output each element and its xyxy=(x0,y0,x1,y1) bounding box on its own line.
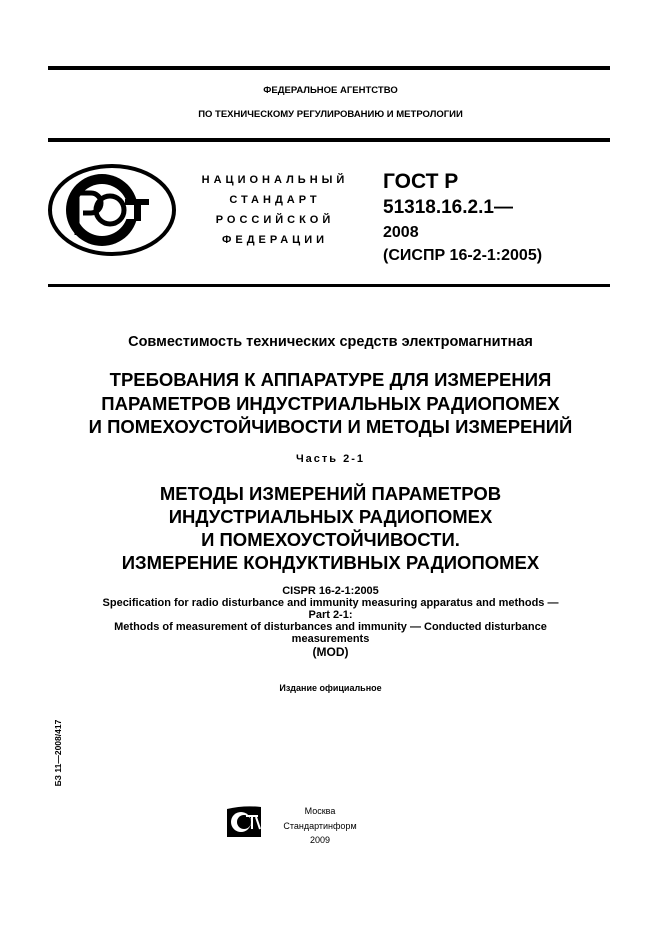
cispr-line: Part 2-1: xyxy=(308,609,353,621)
gost-year: 2008 xyxy=(383,224,419,241)
cispr-line: Methods of measurement of disturbances and immunity — Conducted disturbance xyxy=(114,621,547,633)
cispr-line: (MOD) xyxy=(312,645,349,659)
gost-label: ГОСТ Р xyxy=(383,170,459,193)
cispr-reference: (СИСПР 16-2-1:2005) xyxy=(383,247,543,264)
gost-number: 51318.16.2.1— xyxy=(383,197,513,218)
gost-logo-icon xyxy=(47,163,177,257)
subtitle-line: ИНДУСТРИАЛЬНЫХ РАДИОПОМЕХ xyxy=(168,506,493,527)
national-line: СТАНДАРТ xyxy=(229,194,321,206)
agency-line-1: ФЕДЕРАЛЬНОЕ АГЕНТСТВО xyxy=(263,85,398,96)
subtitle-line: И ПОМЕХОУСТОЙЧИВОСТИ. xyxy=(201,529,460,550)
national-line: РОССИЙСКОЙ xyxy=(215,214,335,226)
publisher-name: Стандартинформ xyxy=(283,820,357,831)
subject: Совместимость технических средств электромагнитная xyxy=(128,334,533,350)
subtitle-line: ИЗМЕРЕНИЕ КОНДУКТИВНЫХ РАДИОПОМЕХ xyxy=(121,552,540,573)
edition-label: Издание официальное xyxy=(279,683,382,693)
top-rule xyxy=(48,66,610,70)
publisher-city: Москва xyxy=(304,806,336,816)
national-line: НАЦИОНАЛЬНЫЙ xyxy=(201,174,349,186)
title-line: ТРЕБОВАНИЯ К АППАРАТУРЕ ДЛЯ ИЗМЕРЕНИЯ xyxy=(109,369,552,390)
publisher-block xyxy=(280,804,360,848)
cispr-line: Specification for radio disturbance and immunity measuring apparatus and methods — xyxy=(102,597,559,609)
header-rule xyxy=(48,138,610,142)
cispr-line: CISPR 16-2-1:2005 xyxy=(282,585,379,597)
part-label: Часть 2-1 xyxy=(295,453,366,465)
publisher-year: 2009 xyxy=(309,835,331,845)
side-code: БЗ 11—2008/417 xyxy=(53,719,63,787)
title-line: ПАРАМЕТРОВ ИНДУСТРИАЛЬНЫХ РАДИОПОМЕХ xyxy=(101,393,560,414)
section-rule xyxy=(48,284,610,287)
subtitle-line: МЕТОДЫ ИЗМЕРЕНИЙ ПАРАМЕТРОВ xyxy=(159,483,502,504)
national-line: ФЕДЕРАЦИИ xyxy=(221,234,329,246)
standartinform-logo-icon xyxy=(226,805,262,839)
cispr-line: measurements xyxy=(291,633,370,645)
agency-line-2: ПО ТЕХНИЧЕСКОМУ РЕГУЛИРОВАНИЮ И МЕТРОЛОГИИ xyxy=(198,109,463,120)
title-line: И ПОМЕХОУСТОЙЧИВОСТИ И МЕТОДЫ ИЗМЕРЕНИЙ xyxy=(88,416,573,437)
